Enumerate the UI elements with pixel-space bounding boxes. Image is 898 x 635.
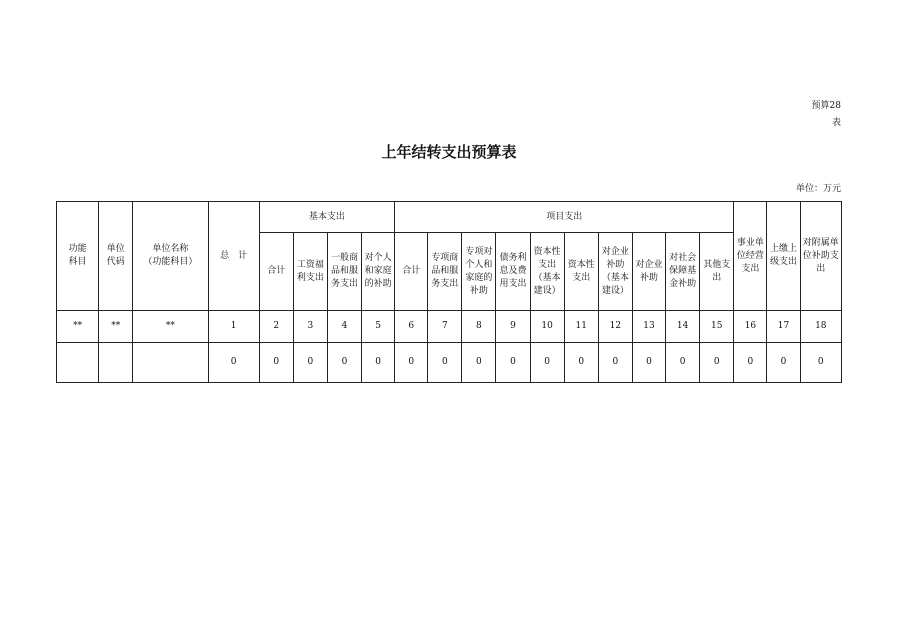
index-cell: ** xyxy=(57,311,99,343)
index-cell: 14 xyxy=(666,311,700,343)
header-project-sub: 对企业 补助 xyxy=(632,233,665,311)
header-basic-sub: 合计 xyxy=(259,233,293,311)
header-total: 总 计 xyxy=(208,202,259,311)
header-unit-code: 单位 代码 xyxy=(99,202,133,311)
table-id-line2: 表 xyxy=(831,118,841,128)
header-unit-name: 单位名称 （功能科目） xyxy=(133,202,208,311)
data-cell xyxy=(99,343,133,383)
index-cell: 10 xyxy=(530,311,564,343)
index-cell: 5 xyxy=(362,311,395,343)
data-cell: 0 xyxy=(395,343,428,383)
header-basic-sub: 工资福 利支出 xyxy=(293,233,327,311)
index-cell: 6 xyxy=(395,311,428,343)
data-cell: 0 xyxy=(666,343,700,383)
header-project-sub: 对社会 保障基 金补助 xyxy=(666,233,700,311)
unit-label: 单位：万元 xyxy=(795,184,841,194)
header-tail-2: 上缴上 级支出 xyxy=(767,202,800,311)
data-cell xyxy=(57,343,99,383)
index-cell: 17 xyxy=(767,311,800,343)
data-cell: 0 xyxy=(293,343,327,383)
index-cell: 8 xyxy=(462,311,496,343)
data-cell: 0 xyxy=(208,343,259,383)
data-cell xyxy=(133,343,208,383)
header-basic-sub: 对个人 和家庭 的补助 xyxy=(362,233,395,311)
data-cell: 0 xyxy=(496,343,530,383)
data-cell: 0 xyxy=(734,343,767,383)
header-basic-group: 基本支出 xyxy=(259,202,394,233)
header-project-sub: 专项对 个人和 家庭的 补助 xyxy=(462,233,496,311)
table-id-line1: 预算28 xyxy=(811,101,841,111)
data-cell: 0 xyxy=(259,343,293,383)
data-cell: 0 xyxy=(462,343,496,383)
budget-table xyxy=(56,201,842,383)
data-cell: 0 xyxy=(428,343,462,383)
index-cell: 9 xyxy=(496,311,530,343)
index-cell: 15 xyxy=(700,311,734,343)
data-cell: 0 xyxy=(767,343,800,383)
header-project-sub: 合计 xyxy=(395,233,428,311)
index-cell: 2 xyxy=(259,311,293,343)
data-cell: 0 xyxy=(800,343,841,383)
header-project-sub: 专项商 品和服 务支出 xyxy=(428,233,462,311)
data-cell: 0 xyxy=(564,343,598,383)
header-project-sub: 其他支 出 xyxy=(700,233,734,311)
header-project-sub: 资本性 支出 （基本 建设） xyxy=(530,233,564,311)
header-project-sub: 债务利 息及费 用支出 xyxy=(496,233,530,311)
header-func-code: 功能 科目 xyxy=(57,202,99,311)
data-row xyxy=(57,343,842,383)
data-cell: 0 xyxy=(700,343,734,383)
index-cell: 11 xyxy=(564,311,598,343)
data-cell: 0 xyxy=(362,343,395,383)
data-cell: 0 xyxy=(632,343,665,383)
index-cell: 12 xyxy=(598,311,632,343)
header-tail-1: 事业单 位经营 支出 xyxy=(734,202,767,311)
index-cell: 18 xyxy=(800,311,841,343)
header-project-group: 项目支出 xyxy=(395,202,734,233)
index-row xyxy=(57,311,842,343)
data-cell: 0 xyxy=(598,343,632,383)
index-cell: ** xyxy=(99,311,133,343)
header-project-sub: 资本性 支出 xyxy=(564,233,598,311)
header-project-sub: 对企业 补助 （基本 建设） xyxy=(598,233,632,311)
index-cell: 13 xyxy=(632,311,665,343)
index-cell: 16 xyxy=(734,311,767,343)
index-cell: 3 xyxy=(293,311,327,343)
data-cell: 0 xyxy=(530,343,564,383)
index-cell: 1 xyxy=(208,311,259,343)
page-title: 上年结转支出预算表 xyxy=(381,143,517,161)
header-basic-sub: 一般商 品和服 务支出 xyxy=(327,233,361,311)
data-cell: 0 xyxy=(327,343,361,383)
index-cell: 4 xyxy=(327,311,361,343)
header-tail-3: 对附属单 位补助支 出 xyxy=(800,202,841,311)
index-cell: 7 xyxy=(428,311,462,343)
index-cell: ** xyxy=(133,311,208,343)
